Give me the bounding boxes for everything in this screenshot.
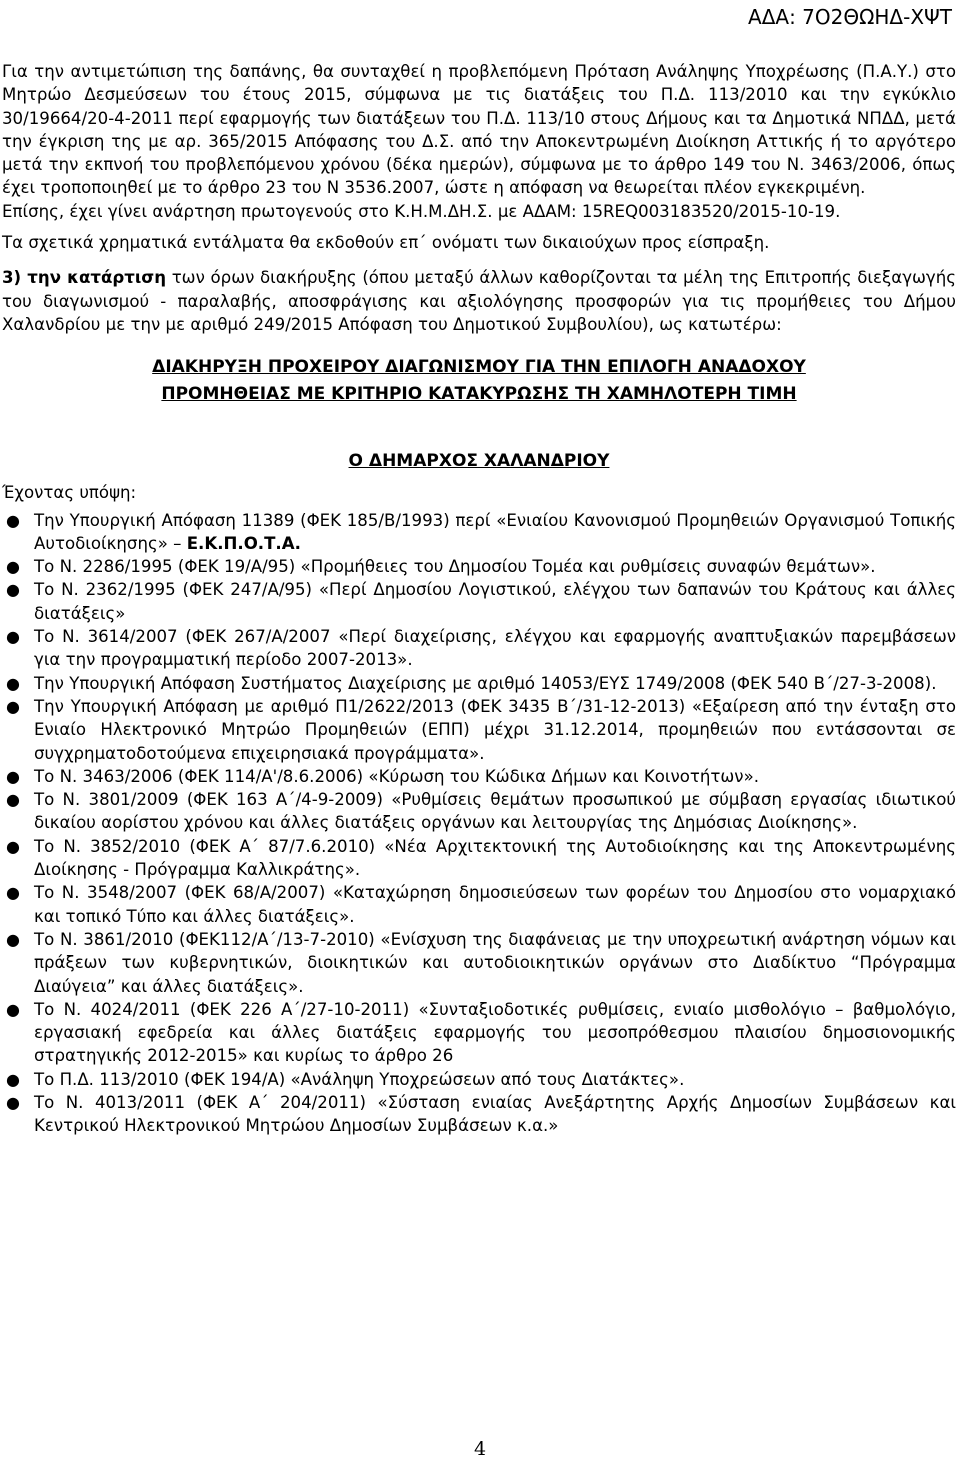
paragraph-payment-orders: Τα σχετικά χρηματικά εντάλματα θα εκδοθούν επ΄ ονόματι των δικαιούχων προς είσπραξη. — [2, 233, 770, 253]
spacer — [2, 223, 956, 231]
legal-reference-text: Το Π.Δ. 113/2010 (ΦΕΚ 194/Α) «Ανάληψη Υποχρεώσεων από τους Διατάκτες». — [34, 1069, 685, 1089]
legal-reference-text: Το Ν. 2362/1995 (ΦΕΚ 247/Α/95) «Περί Δημοσίου Λογιστικού, ελέγχου των δαπανών του Κράτους και άλλες διατάξεις» — [34, 580, 956, 623]
legal-reference-text: Το Ν. 3614/2007 (ΦΕΚ 267/Α/2007 «Περί διαχείρισης, ελέγχου και εφαρμογής αναπτυξιακών παρεμβάσεων για την προγραμματική περίοδο 2007-2013». — [34, 627, 956, 670]
bullet-icon: ● — [6, 580, 20, 600]
legal-reference-item — [2, 998, 956, 1068]
legal-reference-text: Το Ν. 3861/2010 (ΦΕΚ112/Α΄/13-7-2010) «Ενίσχυση της διαφάνειας με την υποχρεωτική ανάρτηση νόμων και πράξεων των κυβερνητικών, διοικητικών και αυτοδιοικητικών οργάνων στο Διαδίκτυο “Πρόγραμμα Διαύγεια” και άλλες διατάξεις». — [34, 929, 956, 996]
legal-reference-text: Το Ν. 4013/2011 (ΦΕΚ Α΄ 204/2011) «Σύσταση ενιαίας Ανεξάρτητης Αρχής Δημοσίων Συμβάσεων και Κεντρικού Ηλεκτρονικού Μητρώου Δημοσίων Συμβάσεων κ.α.» — [34, 1092, 956, 1136]
tender-title-line-2: ΠΡΟΜΗΘΕΙΑΣ ΜΕ ΚΡΙΤΗΡΙΟ ΚΑΤΑΚΥΡΩΣΗΣ ΤΗ ΧΑΜΗΛΟΤΕΡΗ ΤΙΜΗ — [161, 384, 797, 405]
legal-reference-text: Το Ν. 2286/1995 (ΦΕΚ 19/Α/95) «Προμήθειες του Δημοσίου Τομέα και ρυθμίσεις συναφών θεμάτων». — [34, 557, 876, 577]
bullet-icon: ● — [6, 1092, 20, 1112]
bullet-icon: ● — [6, 883, 20, 903]
legal-reference-text: Το Ν. 3548/2007 (ΦΕΚ 68/Α/2007) «Καταχώρηση δημοσιεύσεων των φορέων του Δημοσίου στο νομαρχιακό και τοπικό Τύπο και άλλες διατάξεις». — [34, 883, 956, 926]
spacer — [2, 254, 956, 262]
tender-title-line-1: ΔΙΑΚΗΡΥΞΗ ΠΡΟΧΕΙΡΟΥ ΔΙΑΓΩΝΙΣΜΟΥ ΓΙΑ ΤΗΝ ΕΠΙΛΟΓΗ ΑΝΑΔΟΧΟΥ — [152, 357, 806, 378]
legal-reference-item — [2, 1091, 956, 1138]
bullet-icon: ● — [6, 999, 20, 1019]
bullet-icon: ● — [6, 557, 20, 577]
page-number: 4 — [473, 1438, 487, 1460]
mayor-heading: Ο ΔΗΜΑΡΧΟΣ ΧΑΛΑΝΔΡΙΟΥ — [348, 451, 610, 472]
bullet-icon: ● — [6, 673, 20, 693]
bullet-icon: ● — [6, 696, 20, 716]
legal-reference-text: Την Υπουργική Απόφαση 11389 (ΦΕΚ 185/Β/1993) περί «Ενιαίου Κανονισμού Προμηθειών Οργανισμού Τοπικής Αυτοδιοίκησης» – — [34, 510, 956, 553]
item-number-lead: 3) την κατάρτιση — [2, 268, 167, 288]
considering-label: Έχοντας υπόψη: — [2, 483, 137, 503]
item-text: των όρων διακήρυξης (όπου μεταξύ άλλων καθορίζονται τα μέλη της Επιτροπής διεξαγωγής του διαγωνισμού - παραλαβής, αποσφράγισης και αξιολόγησης προσφορών για τις προμήθειες του Δήμου Χαλανδρίου με την με αριθμό 249/2015 Απόφαση του Δημοτικού Συμβουλίου), ως κατωτέρω: — [2, 268, 956, 334]
bullet-icon: ● — [6, 790, 20, 810]
legal-reference-item — [2, 788, 956, 835]
legal-reference-item — [2, 881, 956, 928]
legal-reference-text: Το Ν. 3801/2009 (ΦΕΚ 163 Α΄/4-9-2009) «Ρυθμίσεις θεμάτων προσωπικού με σύμβαση εργασίας ιδιωτικού δικαίου αορίστου χρόνου και άλλες διατάξεις οργάνων και λειτουργίας της Δημόσιας Διοίκησης». — [34, 790, 956, 833]
tender-title — [2, 354, 956, 408]
legal-reference-item — [2, 509, 956, 556]
legal-reference-item — [2, 625, 956, 672]
legal-reference-text: Την Υπουργική Απόφαση με αριθμό Π1/2622/2013 (ΦΕΚ 3435 Β΄/31-12-2013) «Εξαίρεση από την ένταξη στο Ενιαίο Ηλεκτρονικό Μητρώο Προμηθειών (ΕΠΠ) μέχρι 31.12.2014, προμηθειών που εντάσσονται σε συγχρηματοδοτούμενα επιχειρησιακά προγράμματα». — [34, 696, 956, 763]
bullet-icon: ● — [6, 1069, 20, 1089]
bullet-icon: ● — [6, 836, 20, 856]
legal-reference-item — [2, 672, 956, 695]
legal-reference-text: Το Ν. 4024/2011 (ΦΕΚ 226 Α΄/27-10-2011) «Συνταξιοδοτικές ρυθμίσεις, ενιαίο μισθολόγιο – βαθμολόγιο, εργασιακή εφεδρεία και άλλες διατάξεις εφαρμογής του μεσοπρόθεσμου πλαισίου δημοσιονομικής στρατηγικής 2012-2015» και κυρίως το άρθρο 26 — [34, 999, 956, 1066]
legal-reference-text: Την Υπουργική Απόφαση Συστήματος Διαχείρισης με αριθμό 14053/ΕΥΣ 1749/2008 (ΦΕΚ 540 Β΄/27-3-2008). — [34, 673, 937, 693]
ada-identifier: ΑΔΑ: 7Ο2ΘΩΗΔ-ΧΨΤ — [748, 5, 952, 29]
bullet-icon: ● — [6, 627, 20, 647]
legal-reference-item — [2, 835, 956, 882]
legal-reference-item — [2, 555, 956, 578]
paragraph-kimdis-posting: Επίσης, έχει γίνει ανάρτηση πρωτογενούς στο Κ.Η.Μ.ΔΗ.Σ. με ΑΔΑΜ: 15REQ003183520/2015-10-19. — [2, 201, 841, 221]
paragraph-tender-terms — [2, 266, 956, 336]
paragraph-budget-commitment: Για την αντιμετώπιση της δαπάνης, θα συνταχθεί η προβλεπόμενη Πρόταση Ανάληψης Υποχρέωσης (Π.Α.Υ.) στο Μητρώο Δεσμεύσεων του έτους 2015, σύμφωνα με τις διατάξεις του Π.Δ. 113/2010 και την εγκύκλιο 30/19664/20-4-2011 περί εφαρμογής των διατάξεων του Π.Δ. 113/10 στους Δήμους και τα Δημοτικά ΝΠΔΔ, μετά την έγκριση της με αρ. 365/2015 Απόφασης του Δ.Σ. από την Αποκεντρωμένη Διοίκηση Αττικής ή το αργότερο μετά την εκπνοή του προβλεπόμενου χρόνου (δέκα ημερών), σύμφωνα με το άρθρο 149 του Ν. 3463/2006, όπως έχει τροποποιηθεί με το άρθρο 23 του Ν 3536.2007, ώστε η απόφαση να θεωρείται πλέον εγκεκριμένη. — [2, 62, 956, 198]
legal-reference-text: Το Ν. 3852/2010 (ΦΕΚ Α΄ 87/7.6.2010) «Νέα Αρχιτεκτονική της Αυτοδιοίκησης και της Αποκεντρωμένης Διοίκησης - Πρόγραμμα Καλλικράτης». — [34, 836, 956, 880]
legal-references-list — [2, 509, 956, 1138]
legal-reference-item — [2, 578, 956, 625]
legal-reference-emphasis: Ε.Κ.Π.Ο.Τ.Α. — [186, 533, 301, 553]
legal-reference-item — [2, 928, 956, 998]
document-body — [2, 60, 956, 1138]
legal-reference-item — [2, 695, 956, 765]
legal-reference-text: Το Ν. 3463/2006 (ΦΕΚ 114/Α'/8.6.2006) «Κύρωση του Κώδικα Δήμων και Κοινοτήτων». — [34, 766, 759, 786]
legal-reference-item — [2, 765, 956, 788]
bullet-icon: ● — [6, 510, 20, 530]
bullet-icon: ● — [6, 929, 20, 949]
legal-reference-item — [2, 1068, 956, 1091]
bullet-icon: ● — [6, 766, 20, 786]
